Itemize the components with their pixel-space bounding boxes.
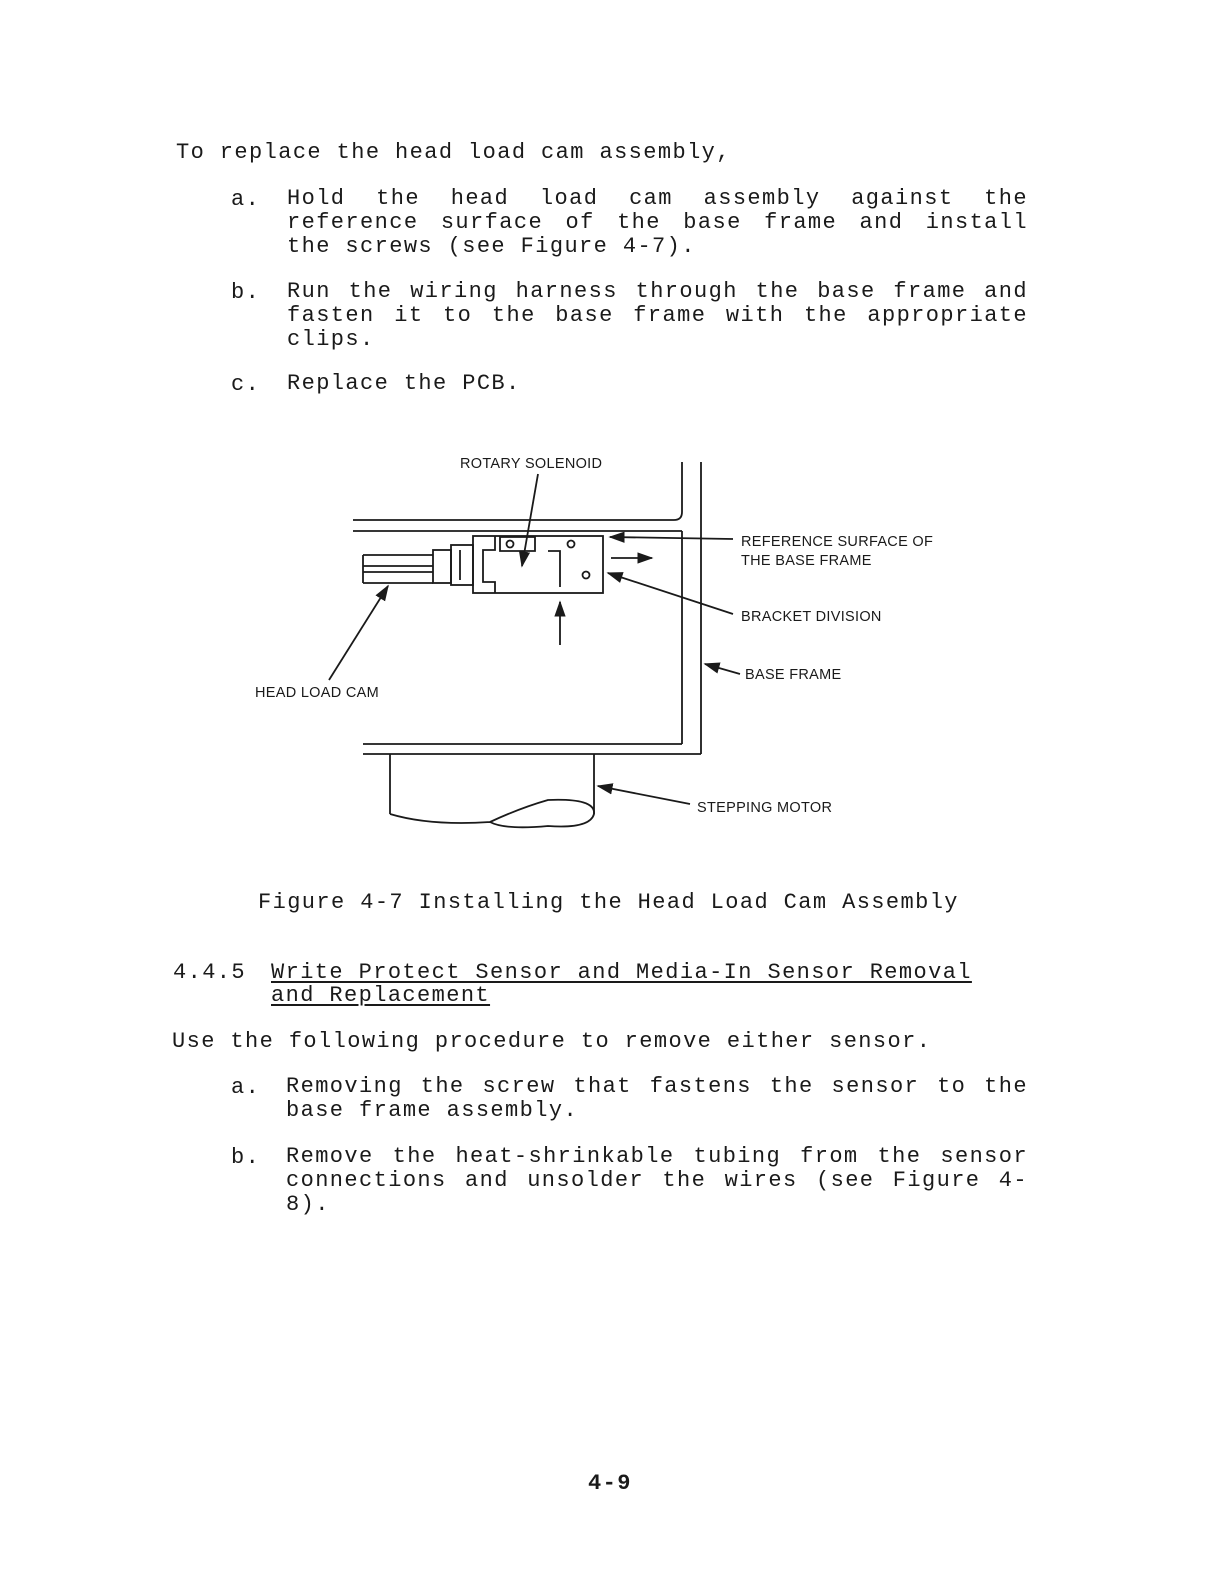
step-marker: a. bbox=[231, 187, 261, 212]
page-number: 4-9 bbox=[588, 1471, 632, 1496]
head-load-cam-drawing bbox=[363, 545, 473, 585]
label-reference-surface-1: REFERENCE SURFACE OF bbox=[741, 534, 934, 550]
intro-text: To replace the head load cam assembly, bbox=[176, 140, 731, 165]
figure-caption: Figure 4-7 Installing the Head Load Cam Assembly bbox=[258, 890, 959, 915]
step-text: Replace the PCB. bbox=[287, 371, 521, 396]
step-text: Removing the screw that fastens the sensor to the base frame assembly. bbox=[286, 1074, 1028, 1123]
label-bracket-division: BRACKET DIVISION bbox=[741, 609, 882, 625]
label-rotary-solenoid: ROTARY SOLENOID bbox=[460, 456, 603, 472]
section-number: 4.4.5 bbox=[173, 960, 247, 985]
step-marker: b. bbox=[231, 280, 261, 305]
step-text: Hold the head load cam assembly against the reference surface of the base frame and install the screws (see Figure 4-7). bbox=[287, 186, 1028, 259]
step-marker: b. bbox=[231, 1145, 261, 1170]
label-reference-surface-2: THE BASE FRAME bbox=[741, 553, 872, 569]
procedure-intro: Use the following procedure to remove either sensor. bbox=[172, 1029, 932, 1054]
label-stepping-motor: STEPPING MOTOR bbox=[697, 800, 833, 816]
step-marker: c. bbox=[231, 372, 261, 397]
base-frame-drawing bbox=[353, 462, 701, 754]
step-text: Run the wiring harness through the base frame and fasten it to the base frame with the appropriate clips. bbox=[287, 279, 1028, 352]
step-text: Remove the heat-shrinkable tubing from the sensor connections and unsolder the wires (see Figure 4-8). bbox=[286, 1144, 1028, 1217]
bracket-drawing bbox=[473, 536, 603, 593]
section-title-line1: Write Protect Sensor and Media-In Sensor Removal bbox=[271, 960, 972, 985]
label-head-load-cam: HEAD LOAD CAM bbox=[255, 685, 379, 701]
step-marker: a. bbox=[231, 1075, 261, 1100]
label-base-frame: BASE FRAME bbox=[745, 667, 842, 683]
stepping-motor-drawing bbox=[390, 754, 594, 827]
section-title-line2: and Replacement bbox=[271, 983, 491, 1008]
